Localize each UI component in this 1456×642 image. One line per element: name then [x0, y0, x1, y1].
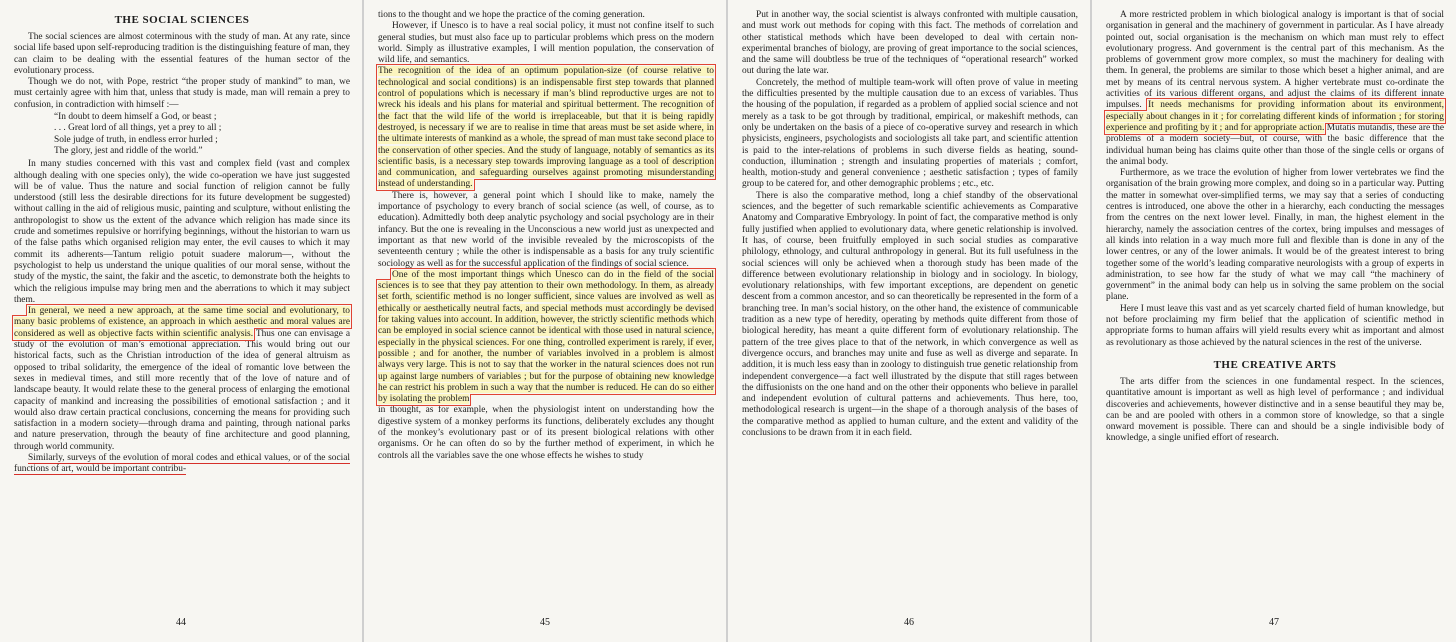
paragraph: Furthermore, as we trace the evolution of higher from lower vertebrates we find the organisation of the brain growing more complex, and doing so in a particular way. Putting the matter in somewhat over-simplified terms, we may say that a series of conducting centres is introduced, one above the other in a hierarchy, each conducting the messages from the centres on the next lower level. Finally, in man, the highest element in the hierarchy, namely the association centres of the cortex, bring impulses and messages of all kinds into relation in a way much more full and flexible than is done in any of the lower centres, or any of the lower animals. It would be of the greatest interest to bring together some of the world’s leading comparative neurologists with a group of experts in administration, to see how far the study of what we may call “the machinery of government” in the animal body can help us in solving the same problem on the social plane.: [1106, 168, 1444, 303]
paragraph-continuation: Thus one can envisage a study of the evolution of man’s emotional appreciation. This would bring out our historical facts, such as the Christian introduction of the idea of general altruism as opposed to tribal solidarity, the emergence of the ideal of romantic love between the sexes in medieval times, and still more recently that of the love of nature and of landscape beauty. It would relate these to the general process of enlarging the emotional capacity of mankind and increasing the possibilities of emotional satisfaction ; and it would also draw certain practical conclusions, concerning the means for providing such satisfaction in a modern society—through drama and painting, through national parks and nature preservation, through the beauty of fine architecture and good planning, through world community.: [14, 328, 350, 452]
paragraph-text: Mutatis mutandis, these are the problems of a modern society—but, of course, with the basic difference that the individual human being has claims quite other than those of the single cells or organs of the animal body.: [1106, 122, 1444, 167]
paragraph-text: A more restricted problem in which biological analogy is important is that of social organisation in general and the machinery of government in particular. As I have already pointed out, social organisation is the mechanism on which man must rely to effect evolutionary progress. And government is the central part of this mechanism. As the problems of government grow more complex, so must the machinery for dealing with them. In general, the problems are similar to those which beset a higher animal, and are met by means of its central nervous system. A higher vertebrate must co-ordinate the activities of its various different organs, and adjust the claims of its different innate impulses.: [1106, 10, 1444, 111]
page-46: [728, 0, 1090, 642]
paragraph: Concretely, the method of multiple team-work will often prove of value in meeting the difficulties presented by the multiple causation due to an excess of variables. Thus the housing of the population, if regarded as a problem of applied social science and not merely as a task to be got through by traditional, empirical, or makeshift methods, can only be undertaken on the basis of a piece of co-operative survey and research in which physicists, engineers, psychologists and sociologists all take part, and scientific attention is paid to the inter-relations of problems in such diverse fields as heating, sound-conduction, illumination ; strength and insulating properties of materials ; comfort, health, motion-study and general convenience ; aesthetic satisfaction ; types of family group to be catered for, and other demographic problems ; etc., etc.: [742, 77, 1078, 190]
page-47: [1092, 0, 1456, 642]
paragraph: Put in another way, the social scientist is always confronted with multiple causation, and must work out methods for coping with this fact. The methods of correlation and other statistical methods which have been developed to deal with certain non-experimental branches of biology, are proving of great importance to the social sciences, and the same will doubtless be true of the techniques of “operational research” worked out during the late war.: [742, 10, 1078, 77]
page-divider: [1090, 0, 1092, 642]
paragraph: tions to the thought and we hope the practice of the coming generation.: [378, 10, 645, 20]
paragraph: The social sciences are almost coterminous with the study of man. At any rate, since social life based upon self-reproducing tradition is the distinguishing feature of man, they can claim to be dealing with the essential features of the human sector of the evolutionary process.: [14, 32, 350, 76]
highlight-box: It needs mechanisms for providing information about its environment, especially about changes in it ; for correlating different kinds of information ; for storing experience and profiting by it ; and for appropriate action.: [1106, 100, 1445, 133]
page-44: [0, 0, 362, 642]
page-divider: [362, 0, 364, 642]
underlined-text: Similarly, surveys of the evolution of moral codes and ethical values, or of the social functions of art, would be important contribu-: [14, 452, 350, 475]
highlighted-paragraph: [14, 306, 350, 453]
highlight-box: One of the most important things which Unesco can do in the field of the social sciences is to see that they pay attention to their own methodology. In them, as already set forth, scientific method is no longer sufficient, since values are involved as well as ethically or aesthetically neutral facts, and special methods must accordingly be devised for taking values into account. In addition, however, the strictly scientific methods which can be employed in social science cannot be identical with those used in natural science, especially in the physical sciences. For one thing, controlled experiment is rarely, if ever, possible ; and for another, the number of variables involved in a problem is almost always very large. This is not to say that the worker in the natural sciences does not run up against large numbers of variables ; but for the purpose of obtaining new knowledge he can restrict his problem in such a way that the number is reduced. He can do so either by isolating the problem: [378, 269, 714, 405]
verse-quote: [54, 112, 350, 157]
paragraph: The arts differ from the sciences in one fundamental respect. In the sciences, quantitative amount is important as well as high level of performance ; and individual discoveries and achievements, however distinctive and in a sense beautiful they may be, can be and are pooled with others in a common store of knowledge, so that a single onward movement is possible. There can and should be a single indivisible body of knowledge, a single unified effort of research.: [1106, 376, 1444, 444]
verse-line: The glory, jest and riddle of the world.”: [54, 145, 203, 156]
paragraph: In many studies concerned with this vast and complex field (vast and complex although dealing with one species only), the wide co-operation we have just suggested will be of value. Thus the nature and social function of religion cannot be fully understood (still less the desirable directions for its future development be suggested) without calling in the aid of religious music, painting and sculpture, without enlisting the anthropologist to show us the extent of the advance which religion has made since its crude and sometimes repulsive or horrifying beginnings, without the historian to warn us of the false paths which organised religion may enter, the evil causes to which it may commit its adherents—Tantum religio potuit suadere malorum—, without the psychologist to help us understand the unique qualities of our moral sense, without the study of the mystic, the saint, the fakir and the ascetic, to demonstrate both the heights to which the religious impulse may bring men and the aberrations to which it may subject them.: [14, 159, 350, 305]
page-number: 46: [904, 617, 914, 628]
paragraph: [14, 453, 350, 476]
section-heading: THE SOCIAL SCIENCES: [114, 14, 250, 26]
paragraph: Though we do not, with Pope, restrict “the proper study of mankind” to man, we must certainly agree with him that, unless that study is made, man will remain a prey to confusion, in contradiction with himself :—: [14, 77, 350, 110]
highlighted-paragraph: [378, 66, 714, 190]
section-heading: THE CREATIVE ARTS: [1213, 358, 1337, 371]
paragraph: [1106, 10, 1444, 168]
paragraph: There is, however, a general point which I should like to make, namely the importance of psychology to every branch of social science (as well, of course, as to education). Admittedly both deep analytic psychology and social psychology are in their infancy. But the one is revealing in the Unconscious a new world just as unexpected and important as that new world of the invisible revealed by the microscopists of the seventeenth century ; while the other is indispensable as a basis for any truly scientific sociology as well as for the successful application of the findings of social science.: [378, 190, 714, 269]
paragraph: There is also the comparative method, long a chief standby of the observational sciences, and the begetter of such remarkable scientific achievements as Comparative Anatomy and Comparative Embryology. In point of fact, the comparative method is only fully justified when applied to evolutionary data, where genetic relationship is involved. It has, of course, been fruitfully employed in such social studies as comparative philology, ethnology, and cultural anthropology in general. But its full usefulness in the social sciences will only be achieved when a thorough study has been made of the difference between evolutionary relationship in biology and in sociology. In biology, evolutionary relationships, with few important exceptions, are dependent on genetic descent from a common ancestor, and so can theoretically be represented in the form of a branching tree. In man’s social history, on the other hand, the existence of communicable tradition as a new type of heredity, operating by methods quite different from those of biological heredity, has meant a quite different form of evolutionary relationship. The pattern of the tree gives place to that of the network, in which convergence as well as divergence occurs, and branches may unite and fuse as well as diverge and separate. In addition, it is much less easy than in zoology to distinguish true genetic relationship from independent convergence—a fact well illustrated by the dispute that still rages between the diffusionists on the one hand and on the other their opponents who believe in parallel and independent evolution of cultural patterns and achievements. Thus here, too, methodological research is urgent—in the shape of a thorough analysis of the bases of the comparative method as applied to human culture, and the extent and validity of the conclusions to be drawn from it in each field.: [742, 190, 1078, 438]
highlight-box: In general, we need a new approach, at the same time social and evolutionary, to many basic problems of existence, an approach in which aesthetic and moral values are considered as well as objective facts within scientific analysis.: [14, 306, 350, 339]
highlighted-paragraph: [378, 270, 714, 406]
verse-line: Sole judge of truth, in endless error hurled ;: [54, 134, 218, 145]
page-number: 45: [540, 617, 550, 628]
verse-line: . . . Great lord of all things, yet a prey to all ;: [54, 123, 222, 134]
paragraph: in thought, as for example, when the physiologist intent on understanding how the digestive system of a monkey performs its functions, deliberately excludes any thought of the monkey’s evolutionary past or of its present biological relations with other organisms. Or he can often do so by the further method of experiment, in which he controls all the variables save the one whose effects he wishes to study: [378, 405, 714, 461]
page-45: [364, 0, 726, 642]
paragraph: Here I must leave this vast and as yet scarcely charted field of human knowledge, but not before proclaiming my firm belief that the application of scientific method in appropriate forms to human affairs will yield results every whit as important and almost as revolutionary as those achieved by the natural sciences in the rest of the universe.: [1106, 303, 1444, 348]
highlight-box: The recognition of the idea of an optimum population-size (of course relative to technological and social conditions) is an indispensable first step towards that planned control of populations which is necessary if man’s blind reproductive urges are not to wreck his ideals and his plans for material and spiritual betterment. The recognition of the fact that the wild life of the world is irreplaceable, but that it is being rapidly destroyed, is necessary if we are to realise in time that areas must be set aside where, in the ultimate interests of mankind as a whole, the spread of man must take second place to the conservation of other species. And the study of language, notably of semantics as its scientific basis, is a necessary step towards improving language as a tool of description and communication, and safeguarding ourselves against promoting misunderstanding instead of understanding.: [378, 66, 714, 190]
page-number: 44: [176, 617, 186, 628]
page-number: 47: [1269, 617, 1279, 628]
page-divider: [726, 0, 728, 642]
verse-line: “In doubt to deem himself a God, or beast ;: [54, 112, 217, 123]
paragraph: However, if Unesco is to have a real social policy, it must not confine itself to such general studies, but must also face up to particular problems which press on the modern world. Simply as illustrative examples, I will mention population, the conservation of wild life, and semantics.: [378, 21, 714, 66]
